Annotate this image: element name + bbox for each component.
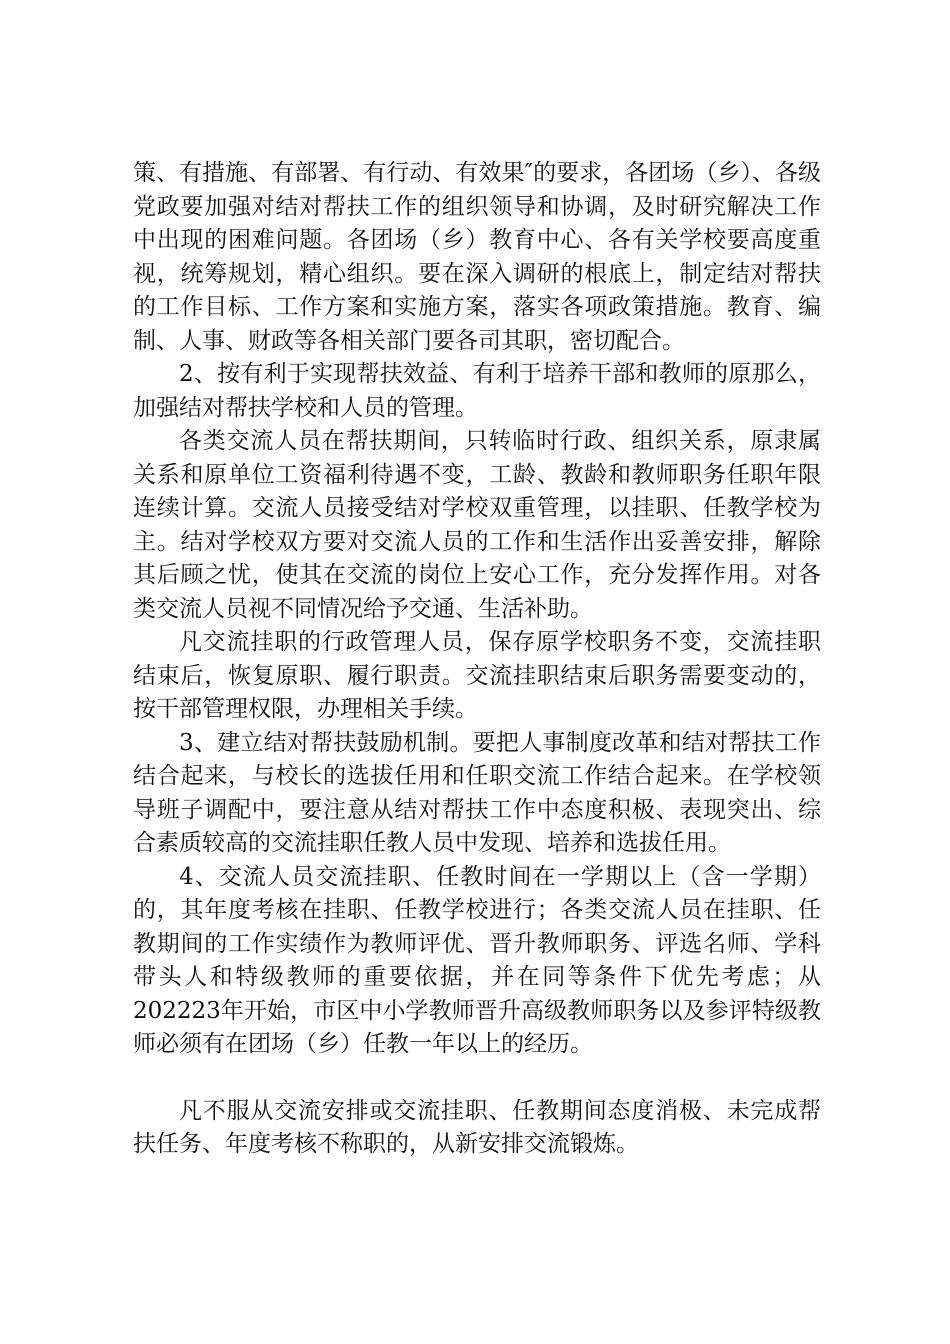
paragraph-continuation: 策、有措施、有部署、有行动、有效果″的要求，各团场（乡）、各级党政要加强对结对帮扶工作的组织领导和协调，及时研究解决工作中出现的困难问题。各团场（乡）教育中心、各有关学校要高度重视，统筹规划，精心组织。要在深入调研的根底上，制定结对帮扶的工作目标、工作方案和实施方案，落实各项政策措施。教育、编制、人事、财政等各相关部门要各司其职，密切配合。	[133, 160, 821, 354]
paragraph-item-2: 2、按有利于实现帮扶效益、有利于培养干部和教师的原那么，加强结对帮扶学校和人员的管理。	[133, 361, 821, 421]
paragraph-admin-staff: 凡交流挂职的行政管理人员，保存原学校职务不变，交流挂职结束后，恢复原职、履行职责。交流挂职结束后职务需要变动的，按干部管理权限，办理相关手续。	[133, 629, 821, 722]
paragraph-exchange-staff: 各类交流人员在帮扶期间，只转临时行政、组织关系，原隶属关系和原单位工资福利待遇不变，工龄、教龄和教师职务任职年限连续计算。交流人员接受结对学校双重管理，以挂职、任教学校为主。结对学校双方要对交流人员的工作和生活作出妥善安排，解除其后顾之忧，使其在交流的岗位上安心工作，充分发挥作用。对各类交流人员视不同情况给予交通、生活补助。	[133, 428, 821, 622]
paragraph-non-compliance: 凡不服从交流安排或交流挂职、任教期间态度消极、未完成帮扶任务、年度考核不称职的，从新安排交流锻炼。	[133, 1097, 821, 1157]
paragraph-item-4: 4、交流人员交流挂职、任教时间在一学期以上（含一学期）的，其年度考核在挂职、任教学校进行；各类交流人员在挂职、任教期间的工作实绩作为教师评优、晋升教师职务、评选名师、学科带头人和特级教师的重要依据，并在同等条件下优先考虑；从202223年开始，市区中小学教师晋升高级教师职务以及参评特级教师必须有在团场（乡）任教一年以上的经历。	[133, 863, 821, 1057]
document-body	[133, 157, 821, 1162]
paragraph-item-3: 3、建立结对帮扶鼓励机制。要把人事制度改革和结对帮扶工作结合起来，与校长的选拔任用和任职交流工作结合起来。在学校领导班子调配中，要注意从结对帮扶工作中态度积极、表现突出、综合素质较高的交流挂职任教人员中发现、培养和选拔任用。	[133, 729, 821, 856]
